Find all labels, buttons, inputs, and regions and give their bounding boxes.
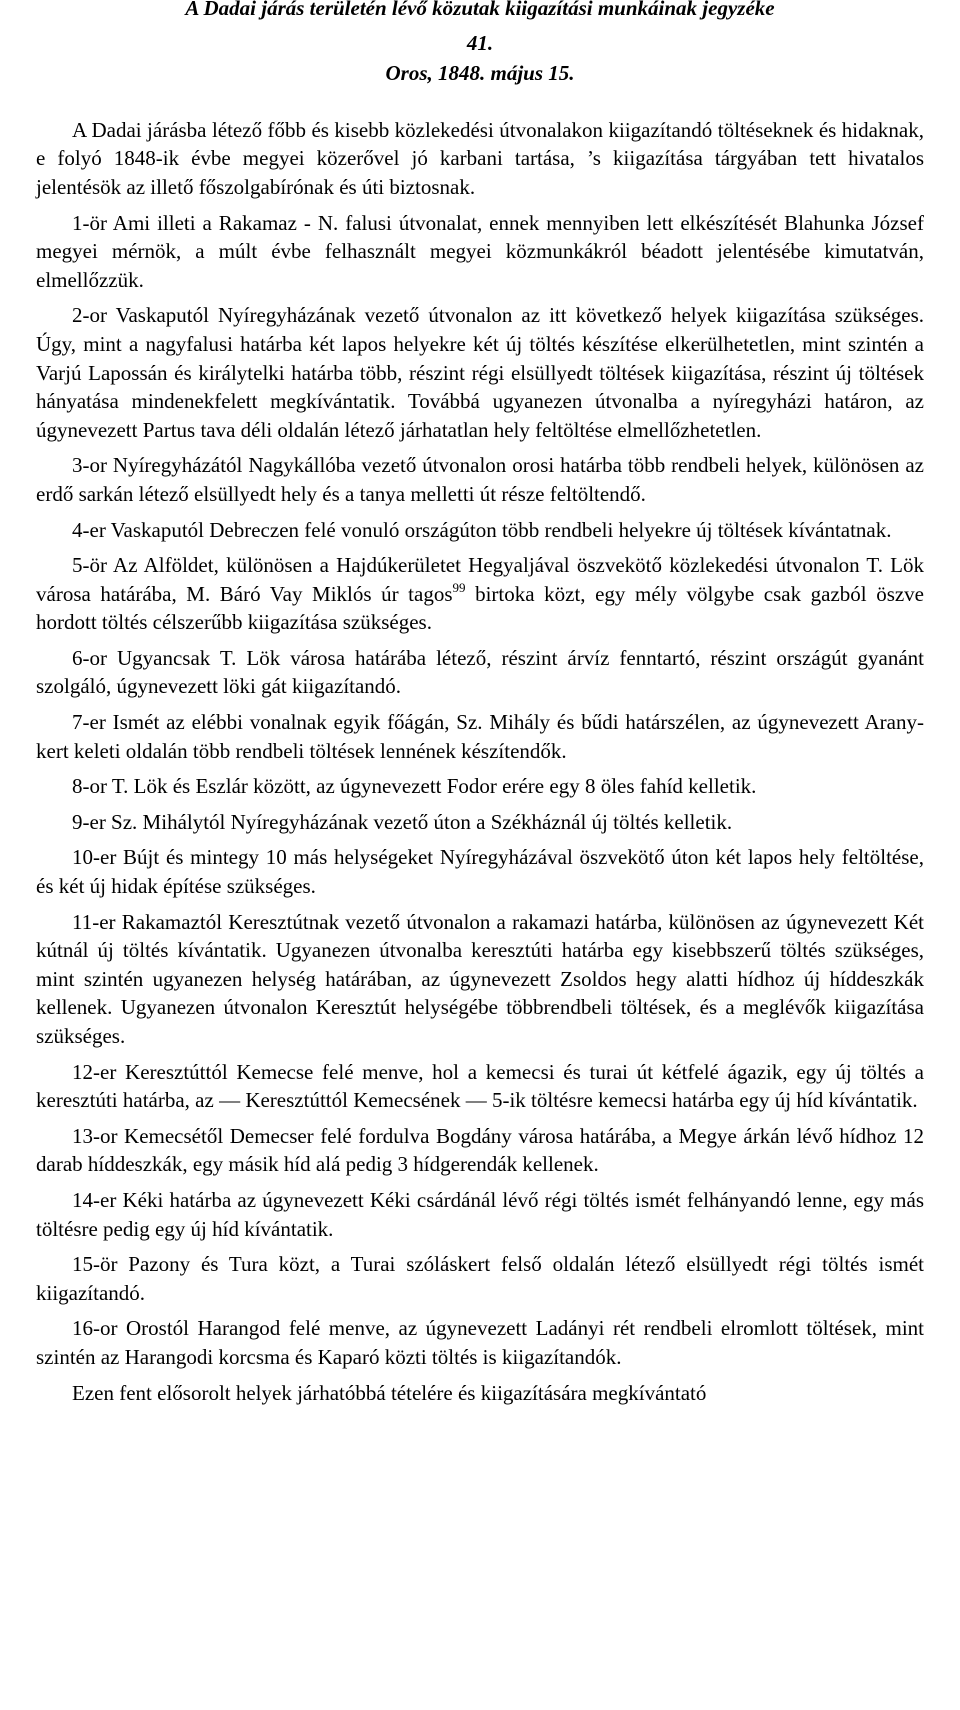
item-5-text-end: birtoka közt, egy mély völgybe csak gazból öszve hordott töltés célszerűbb kiigazítása szükséges. — [36, 581, 925, 635]
item-11-paragraph: 11-er Rakamaztól Keresztútnak vezető útvonalon a rakamazi határba, különösen az úgynevezett Két kútnál új töltés kívántatik. Ugyanezen útvonalba keresztúti határba egy kisebbszerű töltés szükséges, mint szintén ugyanezen helység határában, az úgynevezett Zsoldos hegy alatti hídhoz új híddeszkák kellenek. Ugyanezen útvonalon Keresztút helységébe többrendbeli töltések, és a meglévők kiigazítása szükséges. — [36, 909, 924, 1048]
closing-paragraph: Ezen fent elősorolt helyek járhatóbbá tételére és kiigazítására megkívántató — [72, 1380, 707, 1405]
item-14-paragraph: 14-er Kéki határba az úgynevezett Kéki csárdánál lévő régi töltés ismét felhányandó lenne, egy más töltésre pedig egy új híd kívántatik. — [36, 1187, 924, 1241]
item-2-paragraph: 2-or Vaskaputól Nyíregyházának vezető útvonalon az itt következő helyek kiigazítása szükséges. Úgy, mint a nagyfalusi határba két lapos helyekre két új töltés készítése elkerülhetetlen, mint szintén a Varjú Lapossán és királytelki határba több, részint régi elsüllyedt töltések kiigazítása, részint új töltések hányatása mindenekfelett megkívántatik. Továbbá ugyanezen útvonalba a nyíregyházi határon, az úgynevezett Partus tava déli oldalán létező járhatatlan hely feltöltése elmellőzhetetlen. — [36, 303, 924, 442]
item-1-paragraph: 1-ör Ami illeti a Rakamaz - N. falusi útvonalat, ennek mennyiben lett elkészítését Blahunka József megyei mérnök, a múlt évbe felhasznált megyei közmunkákról béadott jelentésébe kimutatván, elmellőzzük. — [36, 210, 924, 292]
document-number: 41. — [466, 30, 494, 55]
item-7-paragraph: 7-er Ismét az elébbi vonalnak egyik főágán, Sz. Mihály és bűdi határszélen, az úgynevezett Arany-kert keleti oldalán több rendbeli töltések lennének készítendők. — [36, 710, 924, 763]
item-16-paragraph: 16-or Orostól Harangod felé menve, az úgynevezett Ladányi rét rendbeli elromlott töltések, mint szintén az Harangodi korcsma és Kaparó közti töltés is kiigazítandók. — [36, 1316, 924, 1369]
item-6-paragraph: 6-or Ugyancsak T. Lök városa határába létező, részint árvíz fenntartó, részint országút gyanánt szolgáló, úgynevezett löki gát kiigazítandó. — [36, 645, 924, 699]
item-12-paragraph: 12-er Keresztúttól Kemecse felé menve, hol a kemecsi és turai út kétfelé ágazik, egy új töltés a keresztúti határba, az — Keresztúttól Kemecsének — 5-ik töltésre kemecsi határba egy új híd kívántatik. — [36, 1059, 924, 1113]
intro-paragraph: A Dadai járásba létező főbb és kisebb közlekedési útvonalakon kiigazítandó töltéseknek és hidaknak, e folyó 1848-ik évbe megyei közerővel jó karbani tartása, ’s kiigazítása tárgyában tett hivatalos jelentésök az illető főszolgabírónak és úti biztosnak. — [36, 117, 924, 199]
item-9-paragraph: 9-er Sz. Mihálytól Nyíregyházának vezető úton a Székháznál új töltés kelletik. — [72, 809, 733, 834]
footnote-marker: 99 — [452, 579, 466, 595]
item-15-paragraph: 15-ör Pazony és Tura közt, a Turai szóláskert felső oldalán létező elsüllyedt régi töltés ismét kiigazítandó. — [36, 1252, 924, 1305]
item-5-text-start: 5-ör Az Alföldet, különösen a Hajdúkerületet Hegyaljával öszvekötő közlekedési útvonalon T. Lök városa határába, M. Báró Vay Miklós úr tagos — [36, 553, 924, 606]
document-title: A Dadai járás területén lévő közutak kiigazítási munkáinak jegyzéke — [185, 0, 775, 20]
document-place-date: Oros, 1848. május 15. — [385, 61, 575, 86]
item-13-paragraph: 13-or Kemecsétől Demecser felé fordulva Bogdány városa határába, a Megye árkán lévő hídhoz 12 darab híddeszkák, egy másik híd alá pedig 3 hídgerendák kellenek. — [36, 1123, 924, 1177]
item-10-paragraph: 10-er Bújt és mintegy 10 más helységeket Nyíregyházával öszvekötő úton két lapos hely feltöltése, és két új hidak építése szükséges. — [36, 845, 924, 899]
item-8-paragraph: 8-or T. Lök és Eszlár között, az úgynevezett Fodor erére egy 8 öles fahíd kelletik. — [72, 774, 757, 799]
item-3-paragraph: 3-or Nyíregyházától Nagykállóba vezető útvonalon orosi határba több rendbeli helyek, különösen az erdő sarkán létező elsüllyedt hely és a tanya melletti út része feltöltendő. — [36, 453, 924, 506]
item-4-paragraph: 4-er Vaskaputól Debreczen felé vonuló országúton több rendbeli helyekre új töltések kívántatnak. — [72, 517, 892, 542]
item-5-paragraph — [36, 551, 924, 637]
